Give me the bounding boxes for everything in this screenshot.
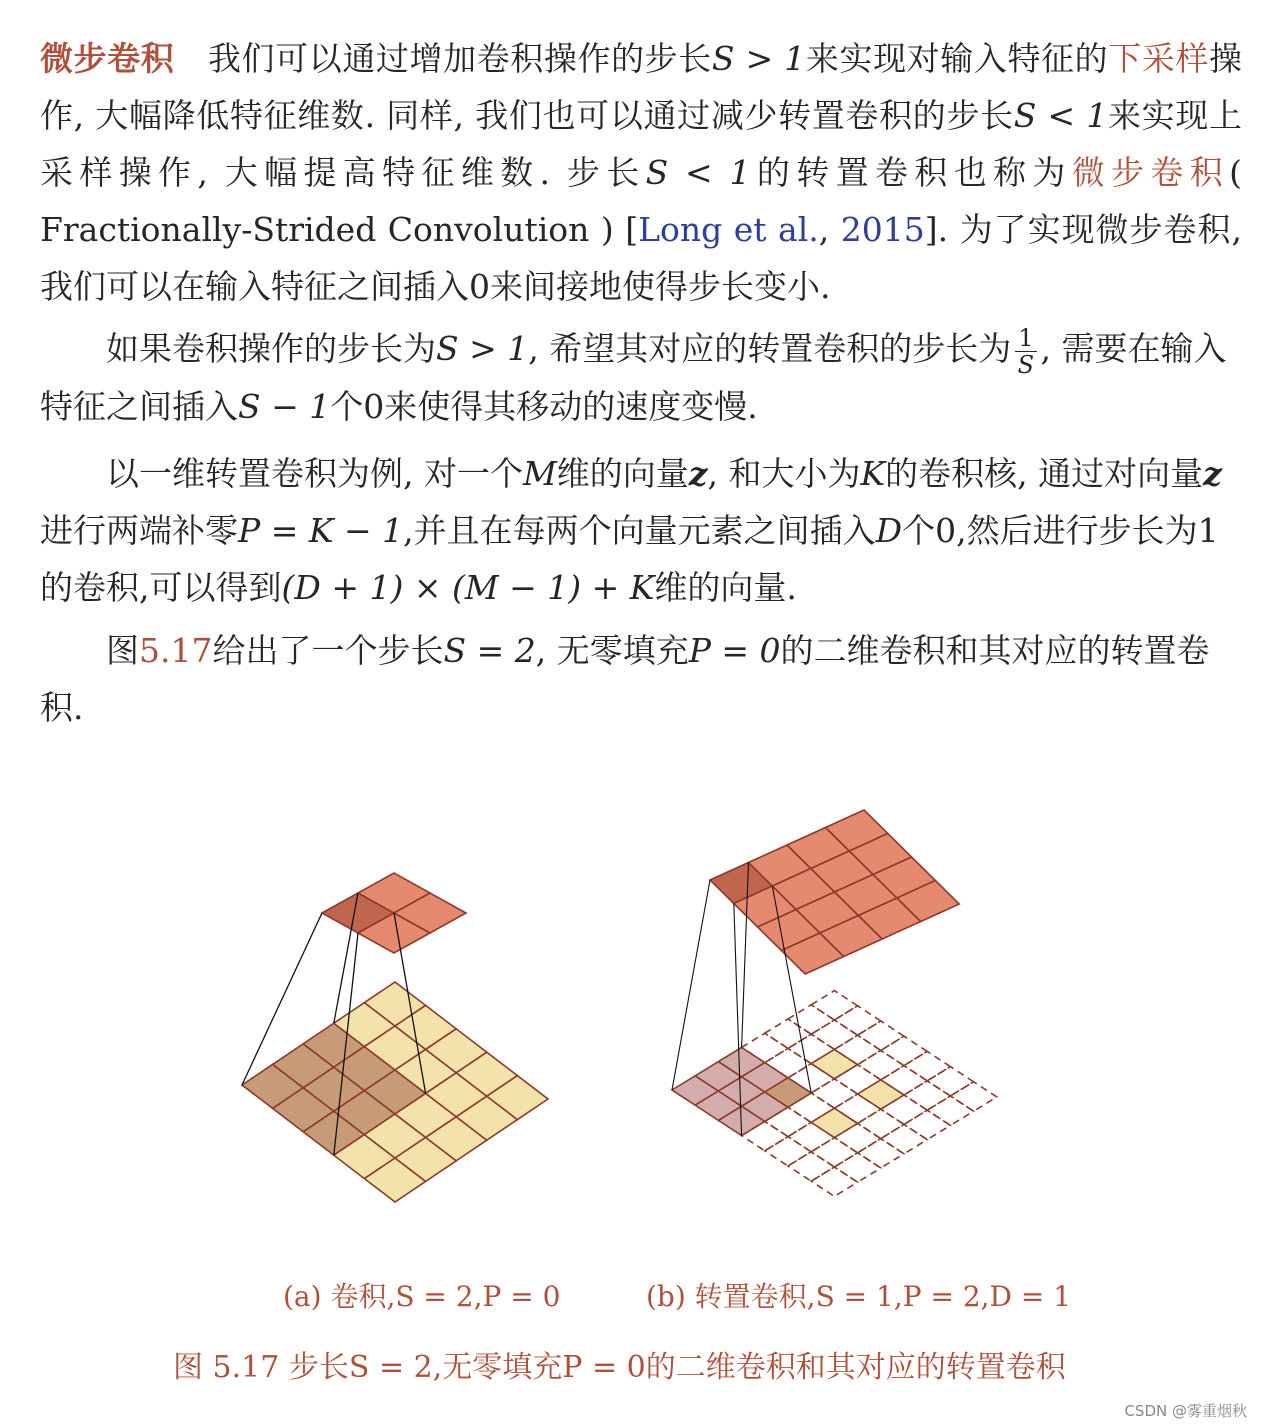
padded-input-cell — [765, 1019, 811, 1048]
math: P = K − 1 — [238, 511, 404, 550]
padded-input-cell — [881, 1036, 927, 1065]
text: ,并且在每两个向量元素之间插入 — [403, 511, 876, 550]
padded-input-cell — [811, 1049, 857, 1078]
watermark: CSDN @雾重烟秋 — [1124, 1402, 1247, 1420]
padded-input-cell — [811, 1079, 857, 1108]
padded-input-cell — [788, 1152, 834, 1181]
fraction-1-over-s — [1015, 325, 1036, 378]
subcaption-b: (b) 转置卷积,S = 1,P = 2,D = 1 — [646, 1280, 1072, 1313]
text: 图 — [106, 631, 139, 670]
term-heading: 微步卷积 — [40, 39, 175, 78]
paragraph-stride-inverse — [40, 320, 1242, 435]
padded-input-cell — [834, 1153, 880, 1182]
citation-year[interactable]: 2015 — [840, 210, 925, 249]
text: 的卷积核, 通过对向量 — [885, 454, 1204, 493]
math-formula: (D + 1) × (M − 1) + K — [281, 568, 655, 607]
text: 个0,然后进行步长为1的卷积,可以得到 — [40, 511, 1219, 607]
text: 来实现对输入特征的 — [805, 39, 1109, 78]
text: , — [818, 210, 841, 249]
math: P = 0 — [688, 631, 781, 670]
padded-input-cell — [858, 1021, 904, 1050]
subcaption-a: (a) 卷积,S = 2,P = 0 — [283, 1280, 561, 1313]
citation-author[interactable]: Long et al. — [638, 210, 819, 249]
padded-input-cell — [950, 1082, 996, 1111]
padded-input-cell — [904, 1110, 950, 1139]
text: , 无零填充 — [535, 631, 689, 670]
padded-input-cell — [904, 1051, 950, 1080]
math: S > 1 — [436, 329, 529, 368]
text: , 希望其对应的转置卷积的步长为 — [528, 329, 1012, 368]
math: K — [860, 454, 886, 493]
padded-input-cell — [927, 1067, 973, 1096]
padded-input-cell — [811, 1167, 857, 1196]
text: 的二维卷积和其对应的转置卷积. — [40, 631, 1210, 727]
padded-input-cell — [858, 1109, 904, 1138]
text: 进行两端补零 — [40, 511, 238, 550]
text: 维的向量 — [556, 454, 689, 493]
text: 给出了一个步长 — [212, 631, 444, 670]
padded-input-cell — [834, 1006, 880, 1035]
padded-input-cell — [811, 1138, 857, 1167]
paragraph-figure-ref — [40, 622, 1242, 736]
text: 以一维转置卷积为例, 对一个 — [106, 454, 523, 493]
fraction-denominator: S — [1017, 350, 1035, 379]
math: S < 1 — [1013, 96, 1108, 135]
text: 个0来使得其移动的速度变慢. — [330, 386, 758, 426]
math: M — [522, 454, 557, 493]
padded-input-cell — [858, 1050, 904, 1079]
figure-5-17 — [0, 780, 1265, 1270]
math: S < 1 — [645, 153, 751, 192]
padded-input-cell — [811, 1108, 857, 1137]
math: S > 1 — [711, 39, 806, 78]
text: , 需要在输入特征之间插入 — [40, 329, 1227, 426]
text: 如果卷积操作的步长为 — [106, 329, 436, 368]
math: D — [875, 511, 903, 550]
padded-input-cell — [858, 1139, 904, 1168]
paragraph-1d-example — [40, 445, 1242, 616]
math: S = 2 — [443, 631, 536, 670]
padded-input-cell — [811, 1020, 857, 1049]
padded-input-cell — [858, 1080, 904, 1109]
projection-line — [672, 880, 710, 1090]
text: ( Fractionally-Strided Convolution ) [ — [40, 153, 1243, 249]
figure-link[interactable]: 5.17 — [139, 631, 213, 670]
text: 操作, 大幅降低特征维数. 同样, 我们也可以通过减少转置卷积的步长 — [40, 39, 1243, 135]
padded-input-cell — [881, 1124, 927, 1153]
figure-caption: 图 5.17 步长S = 2,无零填充P = 0的二维卷积和其对应的转置卷积 — [173, 1350, 1066, 1385]
math: S − 1 — [238, 386, 331, 426]
math-vector: z — [688, 454, 708, 493]
text: 维的向量. — [654, 568, 797, 607]
paragraph-fractional-stride — [40, 30, 1242, 315]
padded-input-cell — [811, 991, 857, 1020]
padded-input-cell — [904, 1081, 950, 1110]
padded-input-cell — [927, 1096, 973, 1125]
text: 来实现上采样操作, 大幅提高特征维数. 步长 — [40, 96, 1243, 192]
text: 我们可以通过增加卷积操作的步长 — [207, 39, 712, 78]
fraction-numerator: 1 — [1015, 325, 1036, 352]
padded-input-cell — [765, 1137, 811, 1166]
link-downsample[interactable]: 下采样 — [1108, 39, 1210, 78]
link-fractional-conv[interactable]: 微步卷积 — [1071, 153, 1230, 192]
text: ]. 为了实现微步卷积, 我们可以在输入特征之间插入0来间接地使得步长变小. — [40, 210, 1243, 306]
math-vector: z — [1203, 454, 1222, 493]
text: , 和大小为 — [707, 454, 861, 493]
text: 的转置卷积也称为 — [750, 153, 1072, 192]
